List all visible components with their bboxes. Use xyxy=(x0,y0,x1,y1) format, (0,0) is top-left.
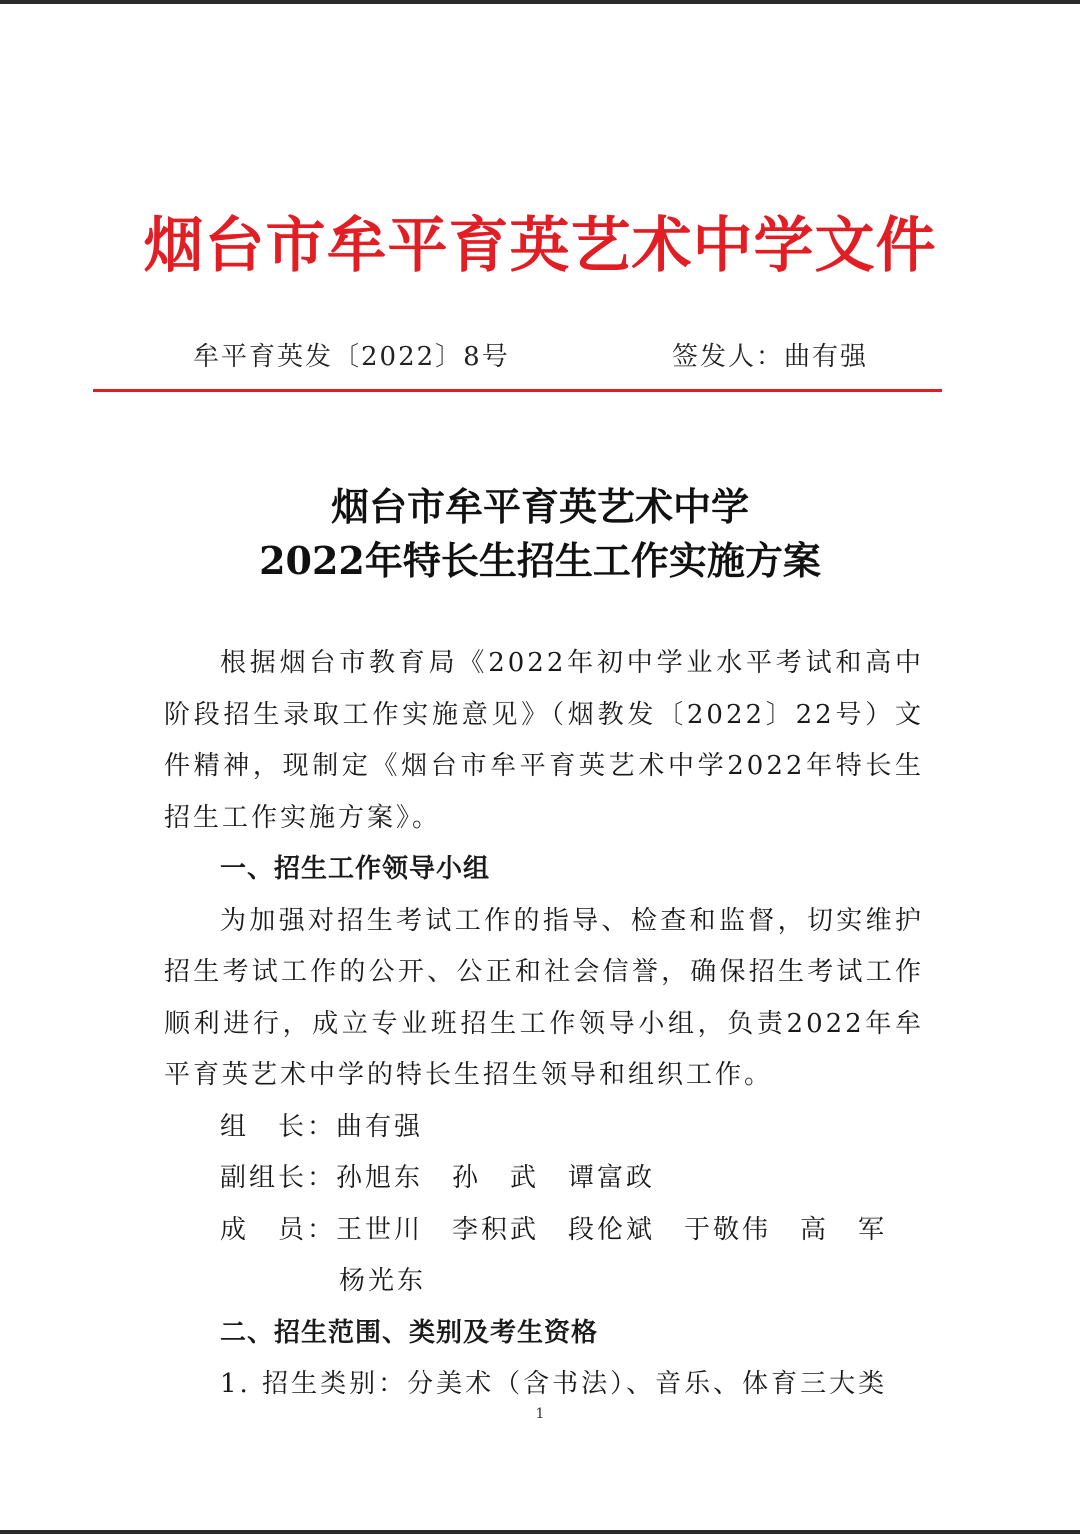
document-title-line1: 烟台市牟平育英艺术中学 xyxy=(330,484,749,529)
section2-heading: 二、招生范围、类别及考生资格 xyxy=(220,1317,599,1348)
document-body xyxy=(164,638,924,1411)
item1-line: 1. 招生类别：分美术（含书法）、音乐、体育三大类 xyxy=(220,1369,888,1399)
page-number: 1 xyxy=(535,1406,545,1422)
document-title-line2: 2022年特长生招生工作实施方案 xyxy=(259,538,821,583)
red-divider xyxy=(93,389,942,392)
members-continuation: 杨光东 xyxy=(339,1266,427,1296)
section1-paragraph: 为加强对招生考试工作的指导、检查和监督，切实维护招生考试工作的公开、公正和社会信誉，确保招生考试工作顺利进行，成立专业班招生工作领导小组，负责2022年牟平育英艺术中学的特长生招生领导和组织工作。 xyxy=(164,905,924,1090)
section1-heading: 一、招生工作领导小组 xyxy=(220,854,491,884)
deputy-line: 副组长：孙旭东 孙 武 谭富政 xyxy=(220,1163,656,1193)
top-edge xyxy=(0,0,1080,4)
document-header-title: 烟台市牟平育英艺术中学文件 xyxy=(143,211,937,281)
issuer: 签发人：曲有强 xyxy=(672,342,869,372)
bottom-edge xyxy=(0,1530,1080,1534)
leader-line: 组 长：曲有强 xyxy=(220,1111,424,1142)
document-number: 牟平育英发〔2022〕8号 xyxy=(193,342,510,372)
intro-paragraph: 根据烟台市教育局《2022年初中学业水平考试和高中阶段招生录取工作实施意见》（烟教发〔2022〕22号）文件精神，现制定《烟台市牟平育英艺术中学2022年特长生招生工作实施方案》。 xyxy=(164,648,924,833)
members-line: 成 员：王世川 李积武 段伦斌 于敬伟 高 军 xyxy=(220,1214,888,1245)
